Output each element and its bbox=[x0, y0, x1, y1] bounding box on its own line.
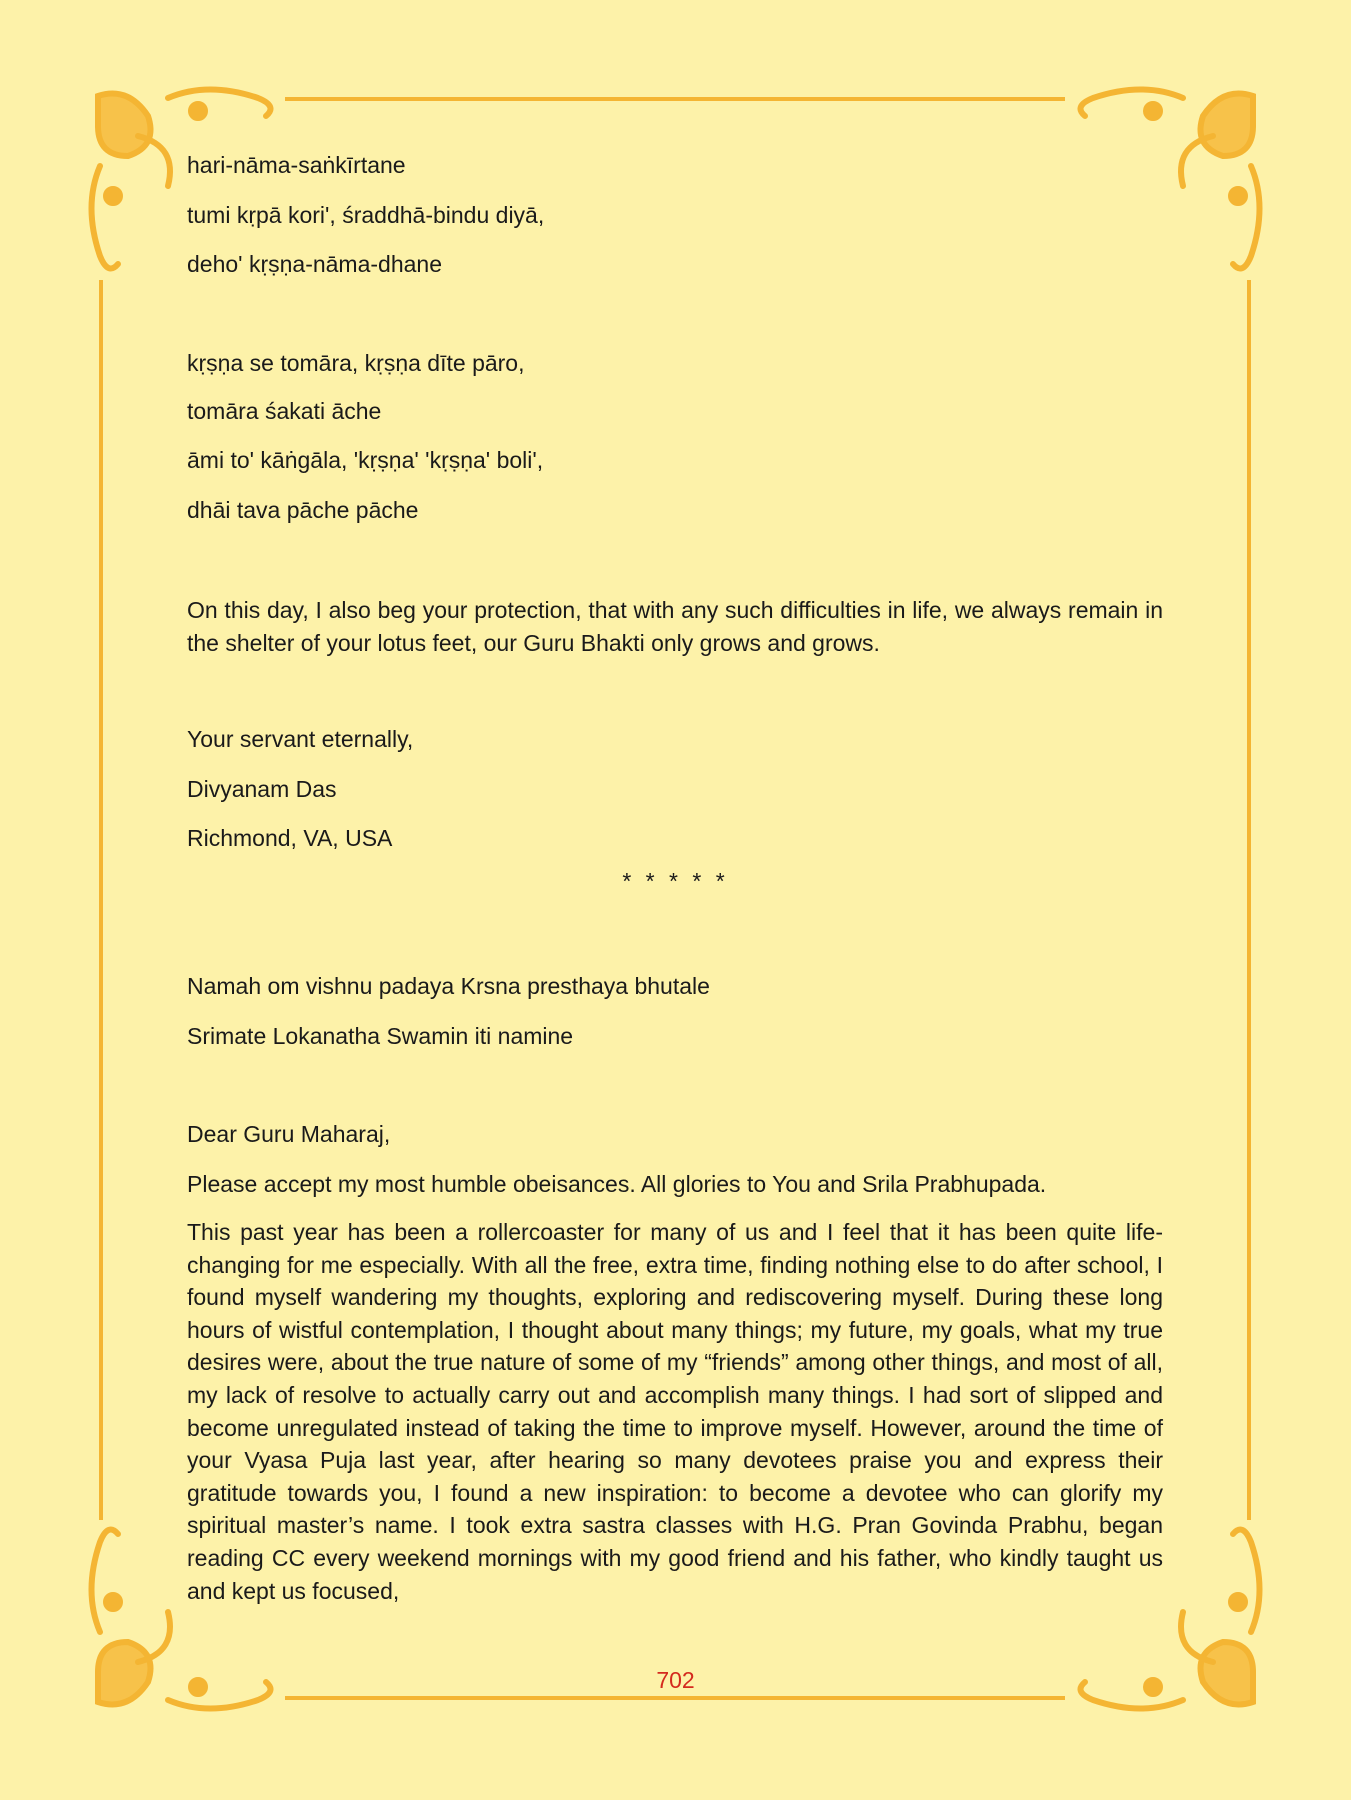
frame-bottom-line bbox=[285, 1696, 1065, 1700]
verse-line: tumi kṛpā kori', śraddhā-bindu diyā, bbox=[187, 202, 545, 228]
frame-top-line bbox=[285, 97, 1065, 101]
corner-ornament-icon bbox=[1073, 86, 1263, 276]
obeisances-line: Please accept my most humble obeisances. All glories to You and Srila Prabhupada. bbox=[187, 1171, 1047, 1197]
author-location: Richmond, VA, USA bbox=[187, 825, 393, 851]
verse-line: kṛṣṇa se tomāra, kṛṣṇa dīte pāro, bbox=[187, 350, 525, 376]
author-name: Divyanam Das bbox=[187, 776, 337, 802]
salutation: Dear Guru Maharaj, bbox=[187, 1121, 391, 1147]
frame-right-line bbox=[1247, 280, 1251, 1520]
page-number: 702 bbox=[656, 1667, 695, 1693]
verse-line: deho' kṛṣṇa-nāma-dhane bbox=[187, 251, 442, 277]
pranama-line: Namah om vishnu padaya Krsna presthaya bhutale bbox=[187, 973, 710, 999]
verse-line: dhāi tava pāche pāche bbox=[187, 497, 419, 523]
body-paragraph: This past year has been a rollercoaster for many of us and I feel that it has been quite life-changing for me especially. With all the free, extra time, finding nothing else to do after school, I found myself wandering my thoughts, exploring and rediscovering myself. During these long hours of wistful contemplation, I thought about many things; my future, my goals, what my true desires were, about the true nature of some of my “friends” among other things, and most of all, my lack of resolve to actually carry out and accomplish many things. I had sort of slipped and become unregulated instead of taking the time to improve myself. However, around the time of your Vyasa Puja last year, after hearing so many devotees praise you and express their gratitude towards you, I found a new inspiration: to become a devotee who can glorify my spiritual master’s name. I took extra sastra classes with H.G. Pran Govinda Prabhu, began reading CC every weekend mornings with my good friend and his father, who kindly taught us and kept us focused, bbox=[187, 1219, 1163, 1604]
protection-paragraph: On this day, I also beg your protection, that with any such difficulties in life, we always remain in the shelter of your lotus feet, our Guru Bhakti only grows and grows. bbox=[187, 597, 1163, 656]
verse-line: āmi to' kāṅgāla, 'kṛṣṇa' 'kṛṣṇa' boli', bbox=[187, 447, 544, 473]
verse-line: tomāra śakati āche bbox=[187, 398, 382, 424]
verse-line: hari-nāma-saṅkīrtane bbox=[187, 152, 406, 178]
section-separator: * * * * * bbox=[622, 868, 729, 894]
signoff-line: Your servant eternally, bbox=[187, 726, 414, 752]
pranama-line: Srimate Lokanatha Swamin iti namine bbox=[187, 1023, 574, 1049]
frame-left-line bbox=[99, 280, 103, 1520]
